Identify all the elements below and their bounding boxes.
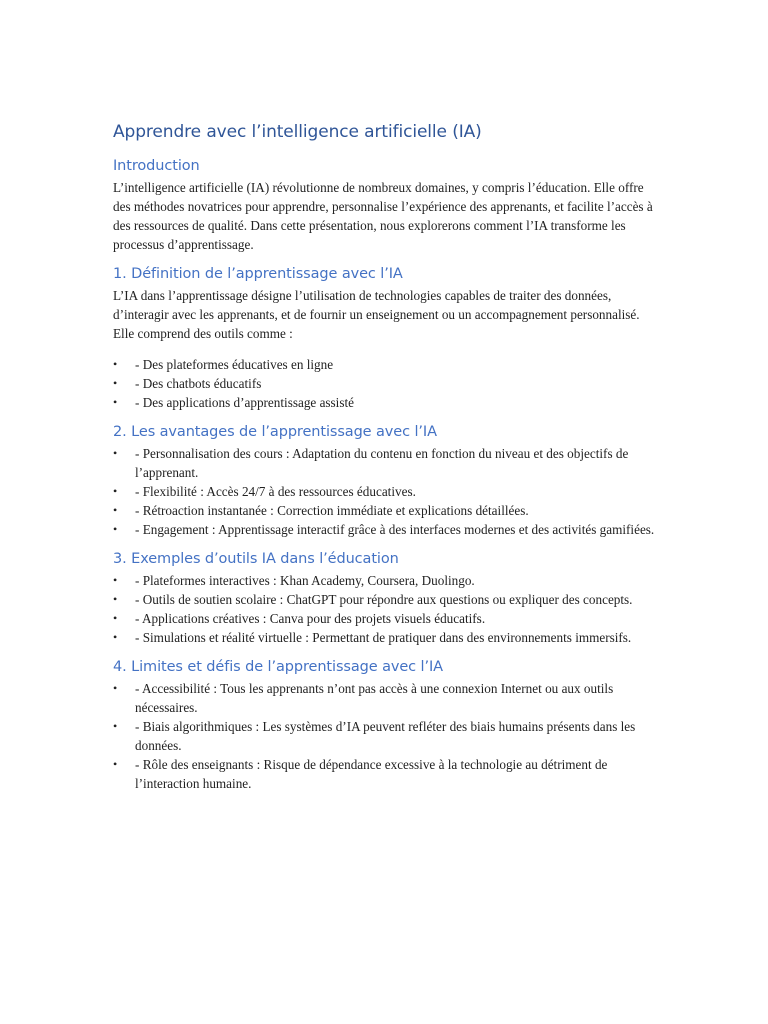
list-item-text: - Personnalisation des cours : Adaptation du contenu en fonction du niveau et des objectifs de l’apprenant.: [135, 446, 629, 480]
list-item-text: - Flexibilité : Accès 24/7 à des ressources éducatives.: [135, 484, 416, 499]
list-item: [113, 609, 658, 628]
list-item: [113, 520, 658, 539]
bullet-icon: •: [113, 357, 118, 371]
bullet-icon: •: [113, 757, 118, 771]
list-item-text: - Des applications d’apprentissage assisté: [135, 395, 354, 410]
list-item-text: - Des chatbots éducatifs: [135, 376, 262, 391]
bullet-icon: •: [113, 592, 118, 606]
list-item-text: - Rôle des enseignants : Risque de dépendance excessive à la technologie au détriment de l’interaction humaine.: [135, 757, 608, 791]
list-item: [113, 482, 658, 501]
list-item-text: - Biais algorithmiques : Les systèmes d’IA peuvent refléter des biais humains présents dans les données.: [135, 719, 636, 753]
list-item: [113, 628, 658, 647]
bullet-list: [113, 571, 658, 647]
document-title: Apprendre avec l’intelligence artificielle (IA): [113, 122, 482, 142]
bullet-icon: •: [113, 681, 118, 695]
list-item: [113, 755, 658, 793]
list-item-text: - Plateformes interactives : Khan Academy, Coursera, Duolingo.: [135, 573, 475, 588]
bullet-icon: •: [113, 611, 118, 625]
list-item-text: - Simulations et réalité virtuelle : Permettant de pratiquer dans des environnements immersifs.: [135, 630, 632, 645]
list-item: [113, 374, 658, 393]
bullet-list: [113, 679, 658, 793]
bullet-icon: •: [113, 522, 118, 536]
list-item: [113, 444, 658, 482]
bullet-icon: •: [113, 446, 118, 460]
section-heading: 2. Les avantages de l’apprentissage avec l’IA: [113, 424, 437, 440]
list-item: [113, 679, 658, 717]
list-item: [113, 717, 658, 755]
bullet-icon: •: [113, 395, 118, 409]
bullet-icon: •: [113, 376, 118, 390]
section-paragraph: L’IA dans l’apprentissage désigne l’utilisation de technologies capables de traiter des données, d’interagir avec les apprenants, et de fournir un enseignement ou un accompagnement personnalisé. Elle comprend des outils comme :: [113, 288, 640, 341]
section-advantages: [113, 424, 658, 539]
section-heading: 3. Exemples d’outils IA dans l’éducation: [113, 551, 399, 567]
list-item: [113, 571, 658, 590]
section-definition: [113, 266, 658, 412]
section-heading: 4. Limites et défis de l’apprentissage avec l’IA: [113, 659, 443, 675]
list-item-text: - Rétroaction instantanée : Correction immédiate et explications détaillées.: [135, 503, 529, 518]
list-item: [113, 590, 658, 609]
bullet-icon: •: [113, 503, 118, 517]
list-item-text: - Engagement : Apprentissage interactif grâce à des interfaces modernes et des activités gamifiées.: [135, 522, 655, 537]
list-item: [113, 393, 658, 412]
bullet-icon: •: [113, 719, 118, 733]
list-item-text: - Applications créatives : Canva pour des projets visuels éducatifs.: [135, 611, 486, 626]
bullet-icon: •: [113, 484, 118, 498]
list-item-text: - Des plateformes éducatives en ligne: [135, 357, 334, 372]
bullet-list: [113, 444, 658, 539]
list-item-text: - Outils de soutien scolaire : ChatGPT pour répondre aux questions ou expliquer des concepts.: [135, 592, 633, 607]
list-item: [113, 501, 658, 520]
list-item-text: - Accessibilité : Tous les apprenants n’ont pas accès à une connexion Internet ou aux outils nécessaires.: [135, 681, 614, 715]
section-heading: 1. Définition de l’apprentissage avec l’IA: [113, 266, 403, 282]
section-examples: [113, 551, 658, 647]
section-introduction: [113, 158, 658, 254]
section-limits: [113, 659, 658, 793]
bullet-icon: •: [113, 630, 118, 644]
bullet-list: [113, 355, 658, 412]
section-paragraph: L’intelligence artificielle (IA) révolutionne de nombreux domaines, y compris l’éducation. Elle offre des méthodes novatrices pour apprendre, personnalise l’expérience des apprenants, et facilite l’accès à des ressources de qualité. Dans cette présentation, nous explorerons comment l’IA transforme les processus d’apprentissage.: [113, 180, 653, 252]
list-item: [113, 355, 658, 374]
bullet-icon: •: [113, 573, 118, 587]
section-heading: Introduction: [113, 158, 200, 174]
